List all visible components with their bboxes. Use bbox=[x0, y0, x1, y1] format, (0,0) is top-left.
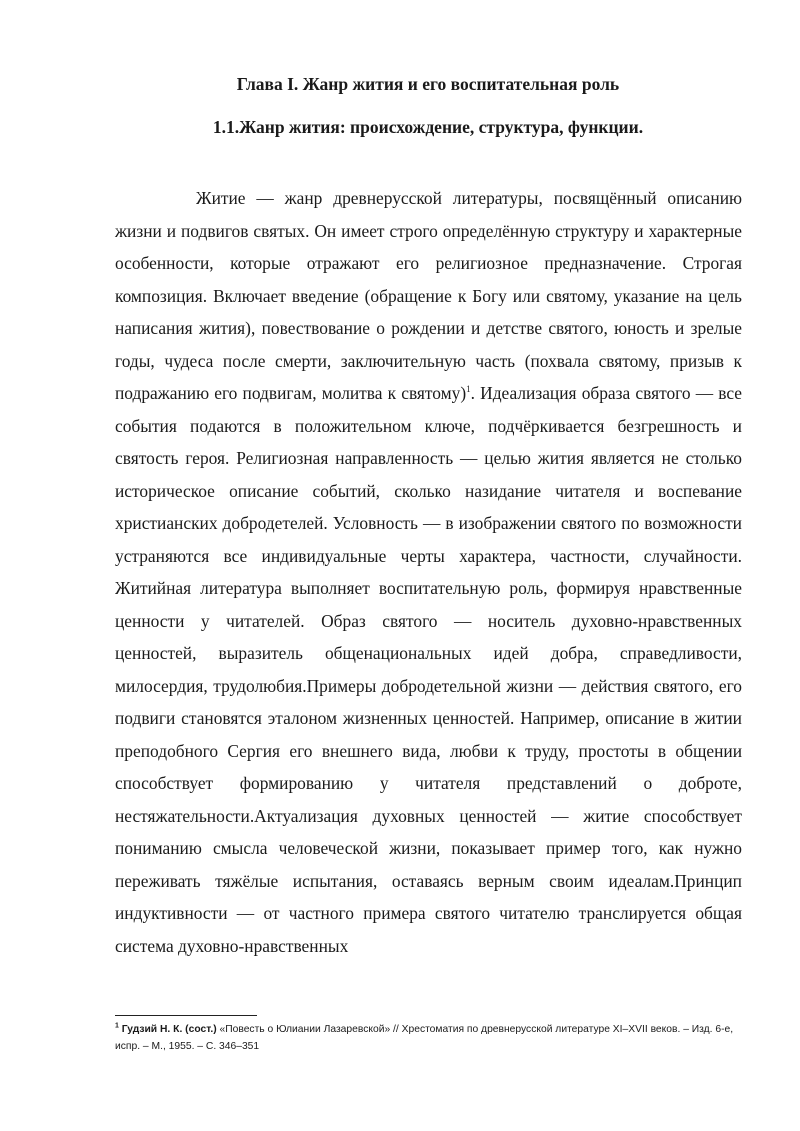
footnote-reference[interactable]: 1 bbox=[466, 384, 471, 395]
footnote bbox=[115, 1021, 755, 1055]
footnote-separator bbox=[115, 1015, 257, 1016]
footnote-number: 1 bbox=[115, 1022, 119, 1030]
paragraph-part-2: . Идеализация образа святого — все события подаются в положительном ключе, подчёркивается безгрешность и святость героя. Религиозная направленность — целью жития является не столько историческое описание событий, сколько назидание читателя и воспевание христианских добродетелей. Условность — в изображении святого по возможности устраняются все индивидуальные черты характера, частности, случайности. Житийная литература выполняет воспитательную роль, формируя нравственные ценности у читателей. Образ святого — носитель духовно-нравственных ценностей, выразитель общенациональных идей добра, справедливости, милосердия, трудолюбия.Примеры добродетельной жизни — действия святого, его подвиги становятся эталоном жизненных ценностей. Например, описание в житии преподобного Сергия его внешнего вида, любви к труду, простоты в общении способствует формированию у читателя представлений о доброте, нестяжательности.Актуализация духовных ценностей — житие способствует пониманию смысла человеческой жизни, показывает пример того, как нужно переживать тяжёлые испытания, оставаясь верным своим идеалам.Принцип индуктивности — от частного примера святого читателю транслируется общая система духовно-нравственных bbox=[115, 383, 742, 956]
footnote-text: «Повесть о Юлиании Лазаревской» // Хрестоматия по древнерусской литературе XI–XVII веков. – Изд. 6-е, испр. – М., 1955. – С. 346–351 bbox=[115, 1024, 734, 1052]
paragraph-part-1: Житие — жанр древнерусской литературы, посвящённый описанию жизни и подвигов святых. Он имеет строго определённую структуру и характерные особенности, которые отражают его религиозное предназначение. Строгая композиция. Включает введение (обращение к Богу или святому, указание на цель написания жития), повествование о рождении и детстве святого, юность и зрелые годы, чудеса после смерти, заключительную часть (похвала святому, призыв к подражанию его подвигам, молитва к святому) bbox=[115, 188, 742, 403]
chapter-title: Глава I. Жанр жития и его воспитательная роль bbox=[236, 74, 620, 94]
body-paragraph bbox=[115, 182, 742, 962]
footnote-author: Гудзий Н. К. (сост.) bbox=[121, 1024, 217, 1035]
section-title: 1.1.Жанр жития: происхождение, структура, функции. bbox=[212, 117, 644, 137]
